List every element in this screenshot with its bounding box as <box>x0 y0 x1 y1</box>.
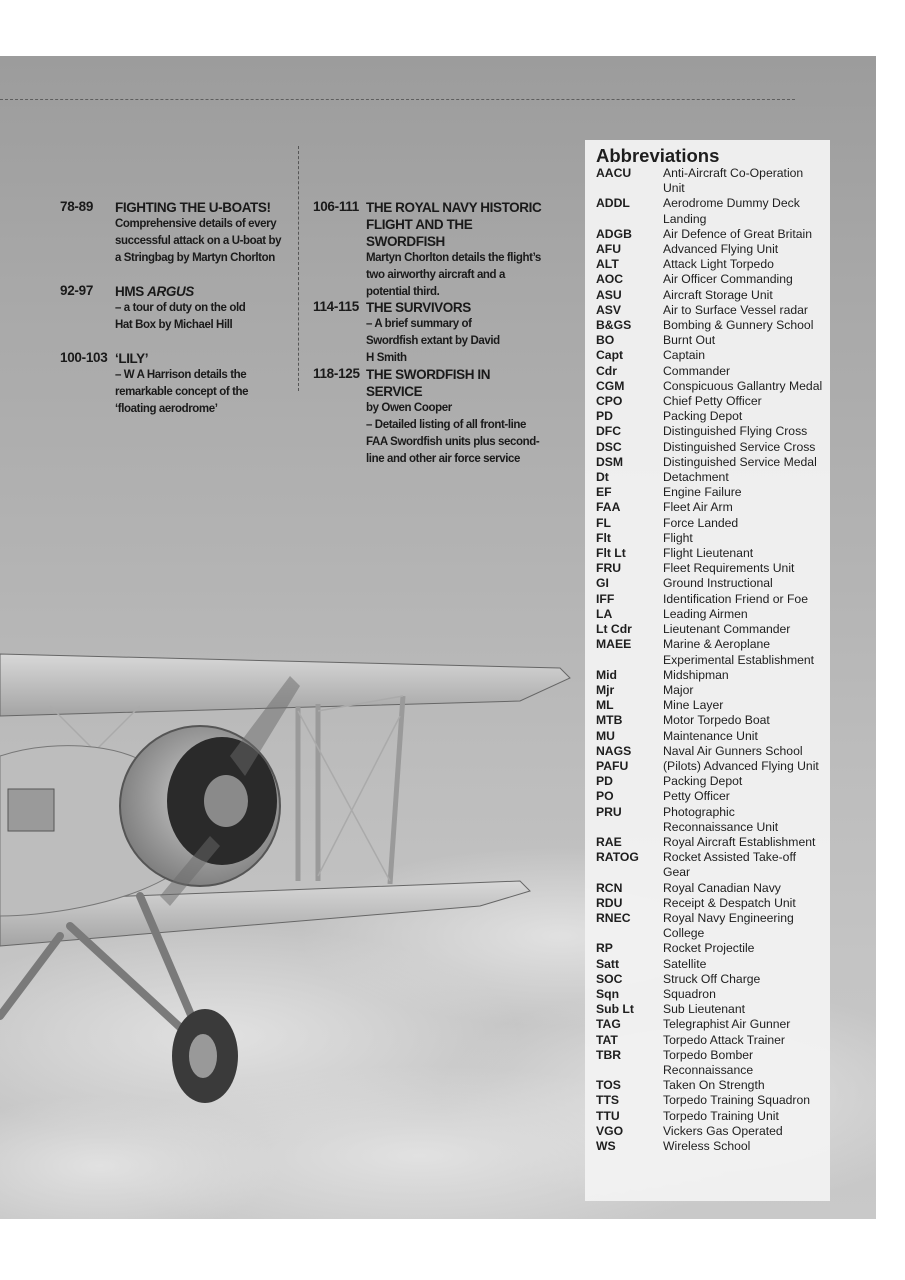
abbreviation-row <box>596 303 826 318</box>
abbreviation-row <box>596 485 826 500</box>
toc-title: FIGHTING THE U-BOATS! <box>115 200 271 215</box>
abbreviation-row <box>596 744 826 759</box>
abbreviation-term: Cdr <box>596 363 617 378</box>
abbreviation-term: EF <box>596 485 612 500</box>
toc-page-range: 106-111 <box>313 199 359 214</box>
abbreviation-meaning: Torpedo Attack Trainer <box>663 1032 785 1047</box>
abbreviation-row <box>596 1033 826 1048</box>
abbreviation-meaning: Petty Officer <box>663 789 730 804</box>
toc-description: – W A Harrison details the remarkable concept of the ‘floating aerodrome’ <box>115 369 249 415</box>
abbreviation-row <box>596 227 826 242</box>
abbreviation-row <box>596 546 826 561</box>
abbreviation-meaning: Struck Off Charge <box>663 971 761 986</box>
abbreviation-row <box>596 1048 826 1078</box>
abbreviation-meaning: Identification Friend or Foe <box>663 591 808 606</box>
abbreviation-meaning: Ground Instructional <box>663 576 773 591</box>
abbreviation-row <box>596 850 826 880</box>
abbreviation-meaning: Distinguished Service Medal <box>663 454 817 469</box>
toc-title: ‘LILY’ <box>115 351 149 366</box>
abbreviation-row <box>596 957 826 972</box>
abbreviation-meaning: Receipt & Despatch Unit <box>663 895 796 910</box>
toc-title-italic: ARGUS <box>147 284 194 299</box>
abbreviation-meaning: Torpedo Training Squadron <box>663 1093 811 1108</box>
abbreviation-meaning: Fleet Requirements Unit <box>663 561 795 576</box>
abbreviation-meaning: Burnt Out <box>663 333 716 348</box>
abbreviation-term: RDU <box>596 895 623 910</box>
toc-description: Comprehensive details of every successful attack on a U-boat by a Stringbag by Martyn Chorlton <box>115 218 282 264</box>
abbreviation-term: TBR <box>596 1047 622 1062</box>
abbreviation-row <box>596 348 826 363</box>
toc-entry <box>313 366 553 465</box>
abbreviation-term: MAEE <box>596 637 632 652</box>
abbreviation-meaning: Aerodrome Dummy Deck Landing <box>663 196 800 226</box>
abbreviation-term: Sub Lt <box>596 1002 634 1017</box>
dashed-rule <box>0 99 795 100</box>
abbreviation-row <box>596 881 826 896</box>
toc-description: – a tour of duty on the old Hat Box by Michael Hill <box>115 302 246 331</box>
toc-page-range: 92-97 <box>60 283 94 298</box>
toc-description: by Owen Cooper – Detailed listing of all front-line FAA Swordfish units plus second-line and other air force service <box>366 402 540 465</box>
abbreviation-term: ADDL <box>596 196 630 211</box>
abbreviation-row <box>596 272 826 287</box>
abbreviation-row <box>596 1078 826 1093</box>
abbreviation-row <box>596 987 826 1002</box>
abbreviation-meaning: (Pilots) Advanced Flying Unit <box>663 758 819 773</box>
abbreviation-meaning: Royal Canadian Navy <box>663 880 781 895</box>
abbreviations-list <box>596 166 826 1154</box>
abbreviation-meaning: Engine Failure <box>663 485 742 500</box>
abbreviation-term: FRU <box>596 561 622 576</box>
abbreviation-term: IFF <box>596 591 615 606</box>
abbreviation-meaning: Distinguished Service Cross <box>663 439 816 454</box>
abbreviation-row <box>596 1139 826 1154</box>
abbreviation-term: FAA <box>596 500 621 515</box>
abbreviation-row <box>596 576 826 591</box>
abbreviation-meaning: Bombing & Gunnery School <box>663 318 814 333</box>
abbreviation-meaning: Wireless School <box>663 1139 751 1153</box>
abbreviation-meaning: Photographic Reconnaissance Unit <box>663 804 779 834</box>
abbreviation-term: Satt <box>596 956 620 971</box>
abbreviation-meaning: Captain <box>663 348 706 363</box>
abbreviation-row <box>596 1017 826 1032</box>
abbreviation-meaning: Flight Lieutenant <box>663 546 754 561</box>
toc-description: Martyn Chorlton details the flight’s two airworthy aircraft and a potential third. <box>366 252 541 298</box>
abbreviation-term: DSC <box>596 439 622 454</box>
abbreviation-row <box>596 774 826 789</box>
abbreviation-meaning: Chief Petty Officer <box>663 394 762 409</box>
toc-entry <box>60 350 285 415</box>
abbreviation-row <box>596 896 826 911</box>
toc-title: THE ROYAL NAVY HISTORIC FLIGHT AND THE SWORDFISH <box>366 200 542 249</box>
abbreviation-term: PAFU <box>596 758 629 773</box>
toc-title-text: HMS <box>115 284 148 299</box>
abbreviation-meaning: Vickers Gas Operated <box>663 1123 783 1138</box>
abbreviation-meaning: Air Officer Commanding <box>663 272 793 287</box>
abbreviation-meaning: Anti-Aircraft Co-Operation Unit <box>663 166 804 196</box>
abbreviation-row <box>596 668 826 683</box>
abbreviation-row <box>596 470 826 485</box>
abbreviation-term: SOC <box>596 971 623 986</box>
abbreviation-meaning: Marine & Aeroplane Experimental Establishment <box>663 637 815 667</box>
abbreviation-term: Capt <box>596 348 624 363</box>
toc-page-range: 114-115 <box>313 299 359 314</box>
abbreviation-meaning: Packing Depot <box>663 774 743 789</box>
toc-entry <box>60 199 285 264</box>
abbreviation-meaning: Commander <box>663 363 731 378</box>
abbreviation-meaning: Lieutenant Commander <box>663 622 791 637</box>
abbreviation-meaning: Packing Depot <box>663 409 743 424</box>
abbreviation-row <box>596 805 826 835</box>
abbreviation-term: ADGB <box>596 226 632 241</box>
abbreviation-term: PO <box>596 789 614 804</box>
abbreviation-term: Flt Lt <box>596 546 626 561</box>
toc-description: – A brief summary of Swordfish extant by David H Smith <box>366 318 500 364</box>
abbreviation-row <box>596 683 826 698</box>
abbreviation-row <box>596 759 826 774</box>
toc-entry <box>313 199 553 298</box>
abbreviation-row <box>596 698 826 713</box>
abbreviation-row <box>596 455 826 470</box>
abbreviation-row <box>596 1093 826 1108</box>
abbreviation-meaning: Force Landed <box>663 515 739 530</box>
abbreviation-term: WS <box>596 1139 616 1153</box>
abbreviation-row <box>596 637 826 667</box>
abbreviation-term: ML <box>596 698 614 713</box>
abbreviation-meaning: Fleet Air Arm <box>663 500 733 515</box>
abbreviation-row <box>596 394 826 409</box>
abbreviation-term: TAT <box>596 1032 618 1047</box>
abbreviation-meaning: Naval Air Gunners School <box>663 743 803 758</box>
abbreviation-term: Mjr <box>596 682 615 697</box>
abbreviation-row <box>596 379 826 394</box>
toc-title <box>115 283 285 300</box>
abbreviation-row <box>596 972 826 987</box>
toc-entry <box>60 283 285 331</box>
abbreviation-row <box>596 1124 826 1139</box>
abbreviation-meaning: Rocket Projectile <box>663 941 755 956</box>
column-divider <box>298 146 299 391</box>
toc-title: THE SURVIVORS <box>366 300 471 315</box>
abbreviation-meaning: Sub Lieutenant <box>663 1002 745 1017</box>
abbreviation-row <box>596 424 826 439</box>
abbreviation-row <box>596 1109 826 1124</box>
abbreviation-row <box>596 166 826 196</box>
abbreviation-row <box>596 1002 826 1017</box>
abbreviation-term: Sqn <box>596 986 620 1001</box>
abbreviation-meaning: Air to Surface Vessel radar <box>663 302 808 317</box>
toc-page-range: 100-103 <box>60 350 108 365</box>
abbreviation-meaning: Aircraft Storage Unit <box>663 287 773 302</box>
abbreviation-row <box>596 500 826 515</box>
abbreviation-meaning: Squadron <box>663 986 716 1001</box>
abbreviation-row <box>596 729 826 744</box>
abbreviation-term: ASV <box>596 302 622 317</box>
abbreviation-term: MTB <box>596 713 623 728</box>
abbreviations-panel <box>585 140 830 1201</box>
abbreviation-term: GI <box>596 576 609 591</box>
abbreviation-meaning: Midshipman <box>663 667 729 682</box>
toc-page-range: 78-89 <box>60 199 94 214</box>
abbreviation-row <box>596 607 826 622</box>
abbreviation-meaning: Torpedo Bomber Reconnaissance <box>663 1047 754 1077</box>
abbreviation-term: TAG <box>596 1017 621 1032</box>
abbreviation-term: FL <box>596 515 611 530</box>
abbreviation-row <box>596 531 826 546</box>
abbreviation-row <box>596 516 826 531</box>
abbreviation-term: TTU <box>596 1108 620 1123</box>
abbreviation-term: DFC <box>596 424 622 439</box>
abbreviation-row <box>596 409 826 424</box>
abbreviation-term: PD <box>596 409 613 424</box>
abbreviation-term: TTS <box>596 1093 620 1108</box>
abbreviation-row <box>596 789 826 804</box>
abbreviation-row <box>596 242 826 257</box>
abbreviation-meaning: Air Defence of Great Britain <box>663 226 813 241</box>
abbreviations-heading: Abbreviations <box>596 145 720 166</box>
abbreviation-meaning: Satellite <box>663 956 707 971</box>
abbreviation-term: Lt Cdr <box>596 622 632 637</box>
abbreviation-term: CGM <box>596 378 625 393</box>
abbreviation-row <box>596 561 826 576</box>
abbreviation-row <box>596 196 826 226</box>
abbreviation-meaning: Attack Light Torpedo <box>663 257 774 272</box>
abbreviation-row <box>596 592 826 607</box>
abbreviation-meaning: Rocket Assisted Take-off Gear <box>663 850 797 880</box>
abbreviation-meaning: Royal Navy Engineering College <box>663 910 794 941</box>
abbreviation-term: RAE <box>596 834 622 849</box>
abbreviation-row <box>596 333 826 348</box>
toc-entry <box>313 299 553 364</box>
abbreviation-term: NAGS <box>596 743 632 758</box>
abbreviation-meaning: Taken On Strength <box>663 1078 765 1093</box>
abbreviation-term: VGO <box>596 1123 624 1138</box>
abbreviation-meaning: Flight <box>663 530 693 545</box>
abbreviation-term: B&GS <box>596 318 632 333</box>
abbreviation-meaning: Advanced Flying Unit <box>663 242 779 257</box>
abbreviation-term: RNEC <box>596 910 631 925</box>
abbreviation-term: TOS <box>596 1078 621 1093</box>
abbreviation-meaning: Motor Torpedo Boat <box>663 713 770 728</box>
abbreviation-row <box>596 364 826 379</box>
abbreviation-term: RCN <box>596 880 623 895</box>
abbreviation-row <box>596 713 826 728</box>
abbreviation-meaning: Conspicuous Gallantry Medal <box>663 378 823 393</box>
toc-page-range: 118-125 <box>313 366 360 381</box>
abbreviation-term: RATOG <box>596 850 639 865</box>
abbreviation-meaning: Torpedo Training Unit <box>663 1108 779 1123</box>
abbreviation-row <box>596 318 826 333</box>
abbreviation-term: Flt <box>596 530 611 545</box>
abbreviation-term: AACU <box>596 166 632 180</box>
abbreviation-term: LA <box>596 606 613 621</box>
abbreviation-row <box>596 911 826 941</box>
abbreviation-term: DSM <box>596 454 624 469</box>
abbreviation-row <box>596 835 826 850</box>
toc-title: THE SWORDFISH IN SERVICE <box>366 367 491 399</box>
abbreviation-term: PD <box>596 774 613 789</box>
abbreviation-row <box>596 622 826 637</box>
abbreviation-term: PRU <box>596 804 622 819</box>
abbreviation-row <box>596 941 826 956</box>
abbreviation-term: AOC <box>596 272 624 287</box>
abbreviation-term: CPO <box>596 394 623 409</box>
abbreviation-row <box>596 288 826 303</box>
abbreviation-term: AFU <box>596 242 622 257</box>
abbreviation-meaning: Distinguished Flying Cross <box>663 424 808 439</box>
abbreviation-row <box>596 257 826 272</box>
abbreviation-term: MU <box>596 728 615 743</box>
abbreviation-term: ASU <box>596 287 622 302</box>
abbreviation-meaning: Royal Aircraft Establishment <box>663 834 816 849</box>
abbreviation-term: Mid <box>596 667 617 682</box>
abbreviation-meaning: Detachment <box>663 470 729 485</box>
abbreviation-term: RP <box>596 941 613 956</box>
abbreviation-term: BO <box>596 333 615 348</box>
abbreviation-meaning: Major <box>663 682 694 697</box>
abbreviation-meaning: Telegraphist Air Gunner <box>663 1017 791 1032</box>
abbreviation-meaning: Leading Airmen <box>663 606 748 621</box>
abbreviation-meaning: Maintenance Unit <box>663 728 758 743</box>
abbreviation-row <box>596 440 826 455</box>
abbreviation-term: Dt <box>596 470 609 485</box>
abbreviation-meaning: Mine Layer <box>663 698 724 713</box>
abbreviation-term: ALT <box>596 257 619 272</box>
